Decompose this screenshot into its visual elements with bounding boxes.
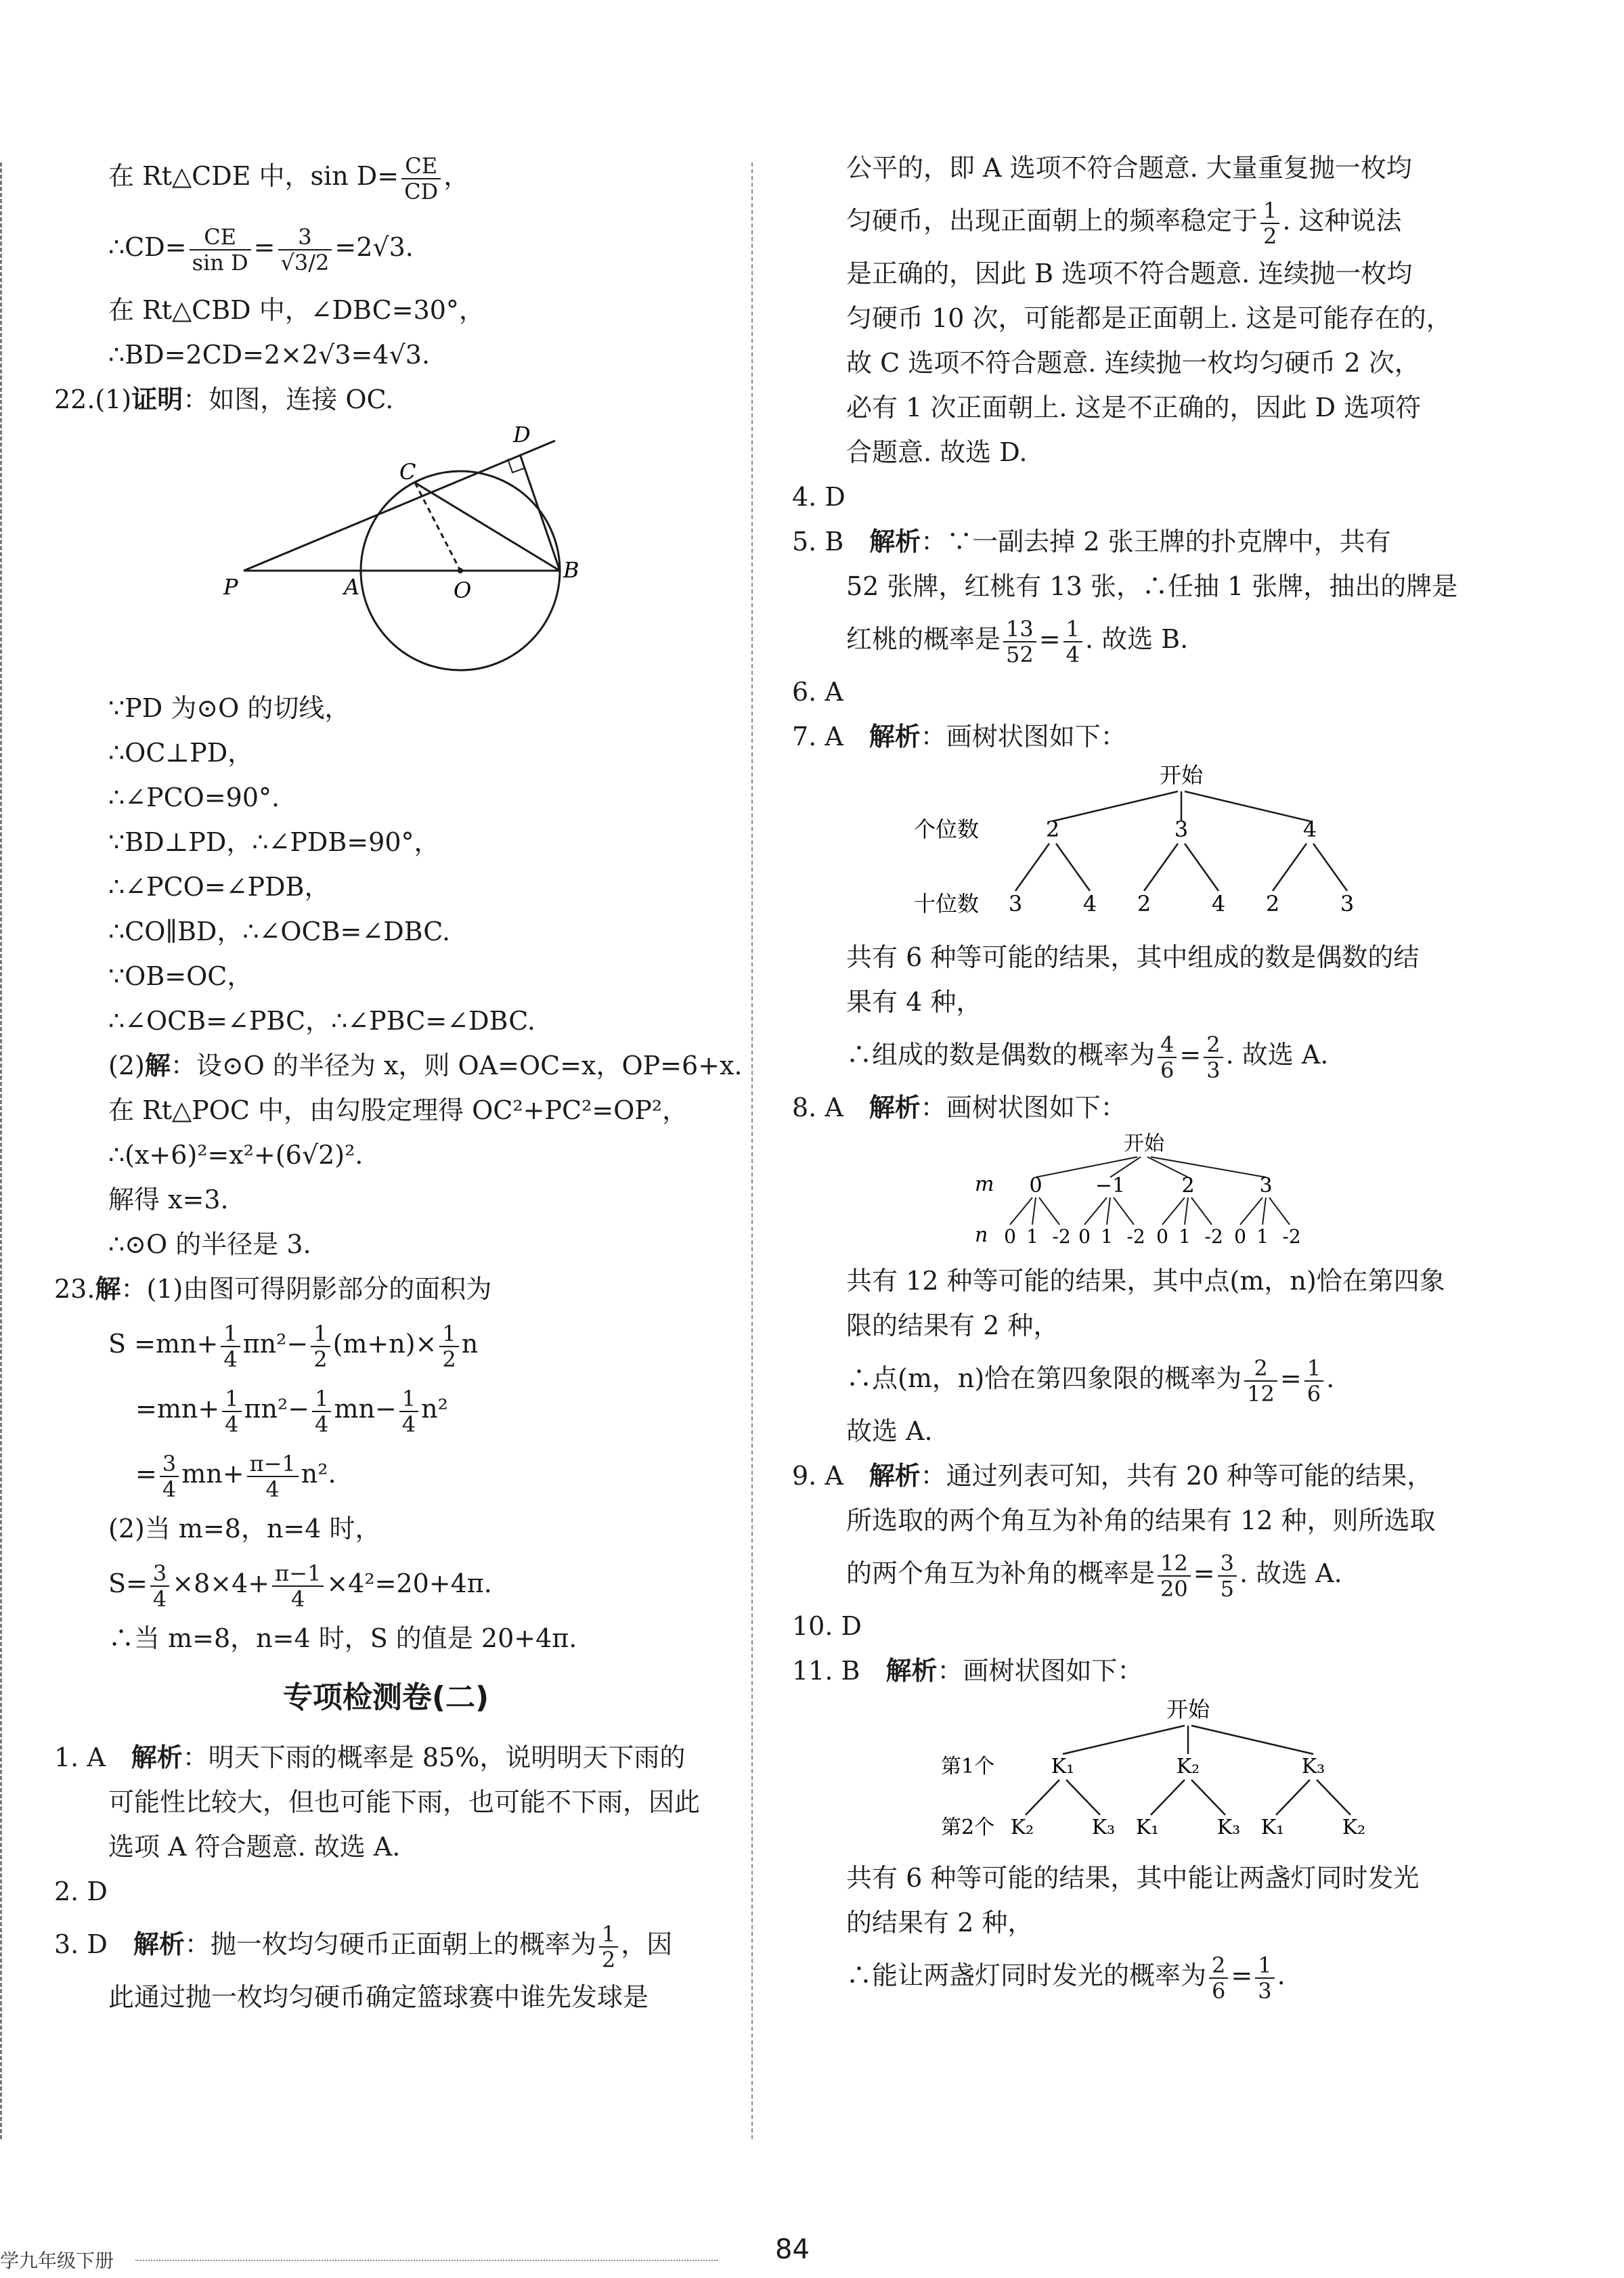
- tree-node-l1: 3: [1174, 816, 1189, 842]
- keyword: 解析: [131, 1743, 183, 1772]
- label-b: B: [563, 557, 579, 583]
- text: .: [1326, 1363, 1335, 1393]
- numerator: 12: [1158, 1551, 1191, 1577]
- denominator: 2: [601, 1946, 616, 1973]
- denominator: CD: [404, 178, 439, 204]
- fraction: [399, 1386, 418, 1437]
- keyword: 解析: [869, 527, 921, 556]
- text-line: ∴(x+6)²=x²+(6√2)².: [108, 1140, 364, 1170]
- column-divider: [751, 162, 753, 2139]
- formula-line: [54, 1551, 718, 1616]
- text: . 故选 A.: [1225, 1040, 1329, 1070]
- text: . 故选 A.: [1239, 1558, 1342, 1588]
- tree-node-l2: 3: [1008, 891, 1023, 917]
- tree-node-l2: K₂: [1342, 1816, 1366, 1839]
- text: 匀硬币，出现正面朝上的频率稳定于: [846, 206, 1258, 236]
- denominator: 6: [1307, 1380, 1321, 1407]
- numerator: 13: [1003, 617, 1036, 642]
- tree-root: 开始: [1124, 1132, 1164, 1156]
- denominator: 5: [1220, 1575, 1234, 1602]
- tree-node-l2: 2: [1137, 891, 1151, 917]
- text-line: ∴当 m=8，n=4 时，S 的值是 20+4π.: [108, 1623, 577, 1653]
- answer-8: [792, 1085, 1469, 1130]
- tree-node-l2: K₁: [1260, 1816, 1285, 1839]
- text: ，: [443, 161, 470, 191]
- text: =: [1279, 1363, 1302, 1393]
- text: ：画树状图如下：: [937, 1656, 1143, 1686]
- text: =: [1193, 1558, 1215, 1588]
- text: n²: [421, 1394, 448, 1424]
- line-bd: [520, 454, 560, 571]
- tree-node-l1: 2: [1045, 816, 1060, 842]
- text: n².: [301, 1459, 336, 1489]
- tree-edge: [1273, 844, 1307, 891]
- text-line: ∴OC⊥PD，: [108, 738, 254, 768]
- tree-node-l1: K₃: [1301, 1755, 1325, 1778]
- text: ×4²=20+4π.: [326, 1569, 492, 1598]
- text: πn²−: [244, 1394, 310, 1424]
- fraction: [401, 154, 441, 204]
- text: =: [253, 232, 276, 262]
- denominator: 12: [1247, 1380, 1275, 1407]
- numerator: 3: [150, 1561, 169, 1587]
- numerator: 1: [222, 1386, 241, 1412]
- text-line: ∴⊙O 的半径是 3.: [108, 1229, 311, 1259]
- denominator: 4: [223, 1346, 238, 1372]
- fraction: [1158, 1032, 1177, 1082]
- text: =: [1038, 624, 1061, 654]
- footer-book-title: 学九年级下册: [0, 2250, 114, 2272]
- text-line: 故 C 选项不符合题意. 连续抛一枚均匀硬币 2 次，: [846, 348, 1420, 378]
- text: 的两个角互为补角的概率是: [846, 1558, 1156, 1588]
- fraction: [222, 1386, 241, 1437]
- text-line: [54, 1043, 743, 1088]
- tree-row1-label: 个位数: [914, 816, 980, 842]
- denominator: 6: [1212, 1977, 1226, 2004]
- text: =: [135, 1459, 157, 1489]
- answer-5: [792, 519, 1469, 564]
- tree-edge: [1191, 1780, 1225, 1815]
- tree-node-l2: -2: [1204, 1225, 1223, 1248]
- text-line: [792, 609, 1469, 670]
- tree-node-l1: 4: [1302, 816, 1317, 842]
- text: ∴CD=: [108, 232, 187, 262]
- text-line: [792, 190, 1469, 251]
- label-p: P: [223, 574, 238, 600]
- text: ：画树状图如下：: [920, 722, 1126, 751]
- question-number: 22.(1): [54, 385, 132, 414]
- text-line: 是正确的，因此 B 选项不符合题意. 连续抛一枚均: [846, 259, 1413, 288]
- keyword: 解析: [133, 1929, 185, 1959]
- text-line: 共有 6 种等可能的结果，其中能让两盏灯同时发光: [846, 1863, 1420, 1893]
- numerator: 4: [1158, 1032, 1177, 1058]
- fraction: [599, 1922, 618, 1972]
- text-line: 必有 1 次正面朝上. 这是不正确的，因此 D 选项符: [846, 393, 1422, 422]
- tree-node-l2: K₂: [1010, 1816, 1034, 1839]
- fraction: [312, 1386, 331, 1437]
- numerator: 1: [311, 1321, 330, 1347]
- tree-node-l2: 2: [1265, 891, 1280, 917]
- tree-edge: [1185, 844, 1219, 891]
- answer-number: 1. A: [54, 1743, 131, 1772]
- tree-node-l1: 0: [1029, 1174, 1043, 1198]
- fraction: [1209, 1953, 1228, 2003]
- tree-edge: [1317, 1780, 1351, 1815]
- text: ，因: [621, 1929, 673, 1959]
- fraction: [1063, 617, 1082, 667]
- text: ×8×4+: [172, 1569, 270, 1598]
- keyword: 证明: [131, 385, 183, 414]
- formula-line: [54, 1376, 718, 1441]
- text-line: ∴∠OCB=∠PBC，∴∠PBC=∠DBC.: [108, 1006, 535, 1036]
- denominator: 2: [442, 1346, 456, 1372]
- fraction: [311, 1321, 330, 1372]
- text-line: (2)当 m=8，n=4 时，: [108, 1514, 381, 1543]
- fraction: [1255, 1953, 1274, 2003]
- text: =mn+: [135, 1394, 220, 1424]
- text: S=: [108, 1569, 148, 1598]
- text-line: 共有 6 种等可能的结果，其中组成的数是偶数的结: [846, 942, 1420, 972]
- fraction: [1003, 617, 1036, 667]
- text: (2): [108, 1051, 145, 1080]
- tree-node-l2: -2: [1126, 1225, 1145, 1248]
- numerator: 1: [221, 1321, 240, 1347]
- denominator: 4: [401, 1411, 416, 1437]
- text: .: [1277, 1961, 1286, 1990]
- tree-node-l2: -2: [1052, 1225, 1071, 1248]
- text-line: ∴∠PCO=90°.: [108, 783, 280, 812]
- text-line: [792, 1348, 1469, 1409]
- text-line: 公平的，即 A 选项不符合题意. 大量重复抛一枚均: [846, 153, 1412, 183]
- text: 在 Rt△CDE 中，sin D=: [108, 161, 399, 191]
- text-line: 果有 4 种，: [846, 987, 982, 1017]
- numerator: 1: [599, 1922, 618, 1948]
- answer-3: [54, 1914, 718, 1975]
- numerator: 1: [1304, 1356, 1323, 1382]
- text-line: ∴BD=2CD=2×2√3=4√3.: [108, 340, 431, 370]
- denominator: 6: [1160, 1057, 1175, 1083]
- numerator: 1: [439, 1321, 458, 1347]
- tree-node-l2: K₁: [1135, 1816, 1160, 1839]
- right-column: [792, 146, 1469, 2006]
- answer-4: 4. D: [792, 482, 846, 512]
- tree-node-l2: -2: [1282, 1225, 1301, 1248]
- answer-number: 9. A: [792, 1461, 869, 1491]
- text-line: 解得 x=3.: [108, 1185, 229, 1214]
- label-a: A: [344, 574, 360, 600]
- denominator: √3/2: [280, 249, 330, 276]
- footer-divider: [135, 2260, 718, 2261]
- answer-11: [792, 1648, 1469, 1693]
- text-line: 选项 A 符合题意. 故选 A.: [108, 1832, 401, 1862]
- page-number: 84: [775, 2234, 810, 2265]
- text-line: 共有 12 种等可能的结果，其中点(m，n)恰在第四象: [846, 1266, 1445, 1296]
- tree-row2-label: 十位数: [914, 891, 980, 917]
- tree-edge: [1066, 1780, 1100, 1815]
- denominator: 4: [291, 1585, 305, 1612]
- section-title: 专项检测卷(二): [282, 1680, 489, 1715]
- text: 红桃的概率是: [846, 624, 1001, 654]
- text: ：画树状图如下：: [920, 1093, 1126, 1122]
- denominator: 20: [1160, 1575, 1188, 1602]
- numerator: 3: [278, 225, 332, 250]
- tree-row2-label: 第2个: [941, 1816, 995, 1839]
- text-line: ∴∠PCO=∠PDB，: [108, 872, 330, 902]
- answer-number: 8. A: [792, 1093, 869, 1122]
- tree-node-l2: K₃: [1216, 1816, 1241, 1839]
- tree-node-l2: 0: [1078, 1225, 1091, 1248]
- text: =: [1231, 1961, 1253, 1990]
- label-o: O: [454, 577, 472, 603]
- denominator: 4: [152, 1585, 167, 1612]
- text: ：设⊙O 的半径为 x，则 OA=OC=x，OP=6+x.: [170, 1051, 743, 1080]
- numerator: 2: [1244, 1356, 1277, 1382]
- numerator: 2: [1209, 1953, 1228, 1979]
- text: ：如图，连接 OC.: [183, 385, 394, 414]
- numerator: CE: [190, 225, 251, 250]
- text-line: 所选取的两个角互为补角的结果有 12 种，则所选取: [846, 1506, 1436, 1535]
- text-line: 在 Rt△POC 中，由勾股定理得 OC²+PC²=OP²，: [108, 1095, 688, 1125]
- text: mn−: [334, 1394, 397, 1424]
- tree-root: 开始: [1159, 762, 1204, 788]
- numerator: π−1: [272, 1561, 324, 1587]
- label-d: D: [513, 422, 531, 447]
- keyword: 解析: [869, 1093, 921, 1122]
- tree-edges-l2: [1010, 1198, 1290, 1225]
- tree-edge: [1313, 844, 1347, 891]
- denominator: 4: [225, 1411, 239, 1437]
- text: ：∵一副去掉 2 张王牌的扑克牌中，共有: [921, 527, 1391, 556]
- denominator: 4: [265, 1476, 280, 1502]
- tree-edge: [1015, 844, 1049, 891]
- text-line: [54, 146, 718, 206]
- answer-number: 5. B: [792, 527, 870, 556]
- text-line: [54, 206, 718, 288]
- tree-node-l2: 4: [1082, 891, 1097, 917]
- text-line: ∵OB=OC，: [108, 961, 253, 991]
- text-line: ∵PD 为⊙O 的切线，: [108, 693, 351, 723]
- text-line: 的结果有 2 种，: [846, 1908, 1034, 1937]
- text: ：抛一枚均匀硬币正面朝上的概率为: [184, 1929, 596, 1959]
- fraction: [150, 1561, 169, 1611]
- tree-node-l2: 3: [1340, 891, 1355, 917]
- numerator: 2: [1204, 1032, 1223, 1058]
- text-line: 合题意. 故选 D.: [846, 437, 1028, 467]
- text-line: 在 Rt△CBD 中，∠DBC=30°，: [108, 295, 485, 325]
- formula-line: [54, 1441, 718, 1506]
- tree-edge: [1053, 791, 1178, 821]
- text-line: ∵BD⊥PD，∴∠PDB=90°，: [108, 827, 440, 857]
- denominator: 2: [1263, 223, 1277, 249]
- numerator: CE: [401, 154, 441, 179]
- tree-row2-label: n: [975, 1223, 988, 1247]
- text: ：通过列表可知，共有 20 种等可能的结果，: [920, 1461, 1433, 1491]
- text-line: 此通过抛一枚均匀硬币确定篮球赛中谁先发球是: [108, 1982, 649, 2012]
- numerator: 3: [1218, 1551, 1237, 1577]
- text: =2√3.: [334, 232, 414, 262]
- formula-line: [54, 1311, 718, 1376]
- tree-edge: [1276, 1780, 1310, 1815]
- tree-root: 开始: [1166, 1696, 1210, 1722]
- tree-edge: [1063, 1726, 1185, 1754]
- numerator: 1: [1255, 1953, 1274, 1979]
- text-line: [792, 1024, 1469, 1085]
- left-column: [54, 146, 743, 2019]
- question-22: [54, 377, 718, 422]
- numerator: 1: [312, 1386, 331, 1412]
- denominator: 4: [315, 1411, 329, 1437]
- text-line: 匀硬币 10 次，可能都是正面朝上. 这是可能存在的，: [846, 303, 1452, 333]
- text-line: 52 张牌，红桃有 13 张，∴任抽 1 张牌，抽出的牌是: [846, 571, 1458, 601]
- tree-edge: [1144, 844, 1178, 891]
- tree-edge: [1185, 791, 1310, 821]
- center-dot: [458, 568, 463, 573]
- tree-node-l1: −1: [1095, 1174, 1126, 1198]
- tree-node-l1: 3: [1259, 1174, 1273, 1198]
- text-line: ∴CO∥BD，∴∠OCB=∠DBC.: [108, 917, 451, 946]
- tree-node-l2: 1: [1101, 1225, 1113, 1248]
- tree-node-l1: K₁: [1051, 1755, 1075, 1778]
- fraction: [439, 1321, 458, 1372]
- tree-diagram-q11: [792, 1693, 1401, 1856]
- label-c: C: [399, 459, 416, 485]
- answer-2: 2. D: [54, 1877, 108, 1906]
- numerator: 1: [1260, 198, 1279, 224]
- fraction: [247, 1451, 299, 1502]
- text: mn+: [181, 1459, 244, 1489]
- text: ∴点(m，n)恰在第四象限的概率为: [846, 1363, 1242, 1393]
- tree-node-l2: 4: [1211, 891, 1226, 917]
- fraction: [221, 1321, 240, 1372]
- tree-diagram-q8: [792, 1130, 1401, 1258]
- keyword: 解: [144, 1051, 171, 1080]
- question-23: [54, 1267, 718, 1311]
- answer-10: 10. D: [792, 1611, 862, 1641]
- tree-node-l2: 0: [1234, 1225, 1246, 1248]
- fraction: [272, 1561, 324, 1611]
- answer-1: [54, 1735, 718, 1780]
- fraction: [1304, 1356, 1323, 1406]
- keyword: 解析: [869, 722, 921, 751]
- answer-number: 3. D: [54, 1929, 133, 1959]
- fraction: [278, 225, 332, 275]
- tree-node-l2: 0: [1004, 1225, 1016, 1248]
- tree-edge: [1151, 1780, 1185, 1815]
- numerator: 1: [399, 1386, 418, 1412]
- denominator: 3: [1258, 1977, 1272, 2004]
- tree-node-l2: K₃: [1091, 1816, 1116, 1839]
- tree-diagram-q7: [792, 759, 1401, 935]
- text-line: [792, 1543, 1469, 1604]
- text-line: 可能性比较大，但也可能下雨，也可能不下雨，因此: [108, 1787, 701, 1817]
- fraction: [1218, 1551, 1237, 1601]
- text: =: [1179, 1040, 1202, 1070]
- tree-node-l1: K₂: [1176, 1755, 1200, 1778]
- denominator: sin D: [192, 249, 248, 276]
- tree-node-l2: 1: [1256, 1225, 1269, 1248]
- denominator: 4: [1066, 641, 1080, 667]
- fraction: [1260, 198, 1279, 248]
- fraction: [1204, 1032, 1223, 1082]
- denominator: 2: [313, 1346, 328, 1372]
- text: . 故选 B.: [1084, 624, 1189, 654]
- denominator: 4: [162, 1476, 177, 1502]
- text-line: [792, 1945, 1469, 2006]
- answer-9: [792, 1453, 1469, 1498]
- answer-7: [792, 714, 1469, 759]
- text: ：(1)由图可得阴影部分的面积为: [120, 1274, 492, 1304]
- numerator: 1: [1063, 617, 1082, 642]
- text: . 这种说法: [1282, 206, 1402, 236]
- binding-margin: [0, 162, 22, 2139]
- text-line: 故选 A.: [846, 1416, 933, 1446]
- tree-row1-label: 第1个: [941, 1755, 995, 1778]
- numerator: 3: [160, 1451, 179, 1477]
- answer-number: 11. B: [792, 1656, 886, 1686]
- fraction: [190, 225, 251, 275]
- text: ：明天下雨的概率是 85%，说明明天下雨的: [182, 1743, 686, 1772]
- text-line: 限的结果有 2 种，: [846, 1311, 1059, 1340]
- tree-node-l1: 2: [1181, 1174, 1195, 1198]
- tree-edge: [1026, 1780, 1059, 1815]
- denominator: 3: [1206, 1057, 1221, 1083]
- text: n: [461, 1329, 479, 1359]
- numerator: π−1: [247, 1451, 299, 1477]
- question-number: 23.: [54, 1274, 95, 1304]
- text: (m+n)×: [332, 1329, 437, 1359]
- answer-number: 7. A: [792, 722, 869, 751]
- tree-node-l2: 0: [1156, 1225, 1168, 1248]
- tree-node-l2: 1: [1179, 1225, 1191, 1248]
- tree-row1-label: m: [975, 1173, 994, 1196]
- tree-edge: [1191, 1726, 1313, 1754]
- text: ∴组成的数是偶数的概率为: [846, 1040, 1156, 1070]
- text: ∴能让两盏灯同时发光的概率为: [846, 1961, 1207, 1990]
- circle-tangent-figure: [176, 422, 690, 686]
- tree-node-l2: 1: [1026, 1225, 1038, 1248]
- fraction: [1158, 1551, 1191, 1601]
- answer-6: 6. A: [792, 677, 843, 707]
- keyword: 解析: [885, 1656, 938, 1686]
- keyword: 解析: [869, 1461, 921, 1491]
- keyword: 解: [95, 1274, 121, 1304]
- fraction: [1244, 1356, 1277, 1406]
- denominator: 52: [1006, 641, 1034, 667]
- text: S =mn+: [108, 1329, 219, 1359]
- text: πn²−: [242, 1329, 309, 1359]
- tree-edge: [1056, 844, 1090, 891]
- fraction: [160, 1451, 179, 1502]
